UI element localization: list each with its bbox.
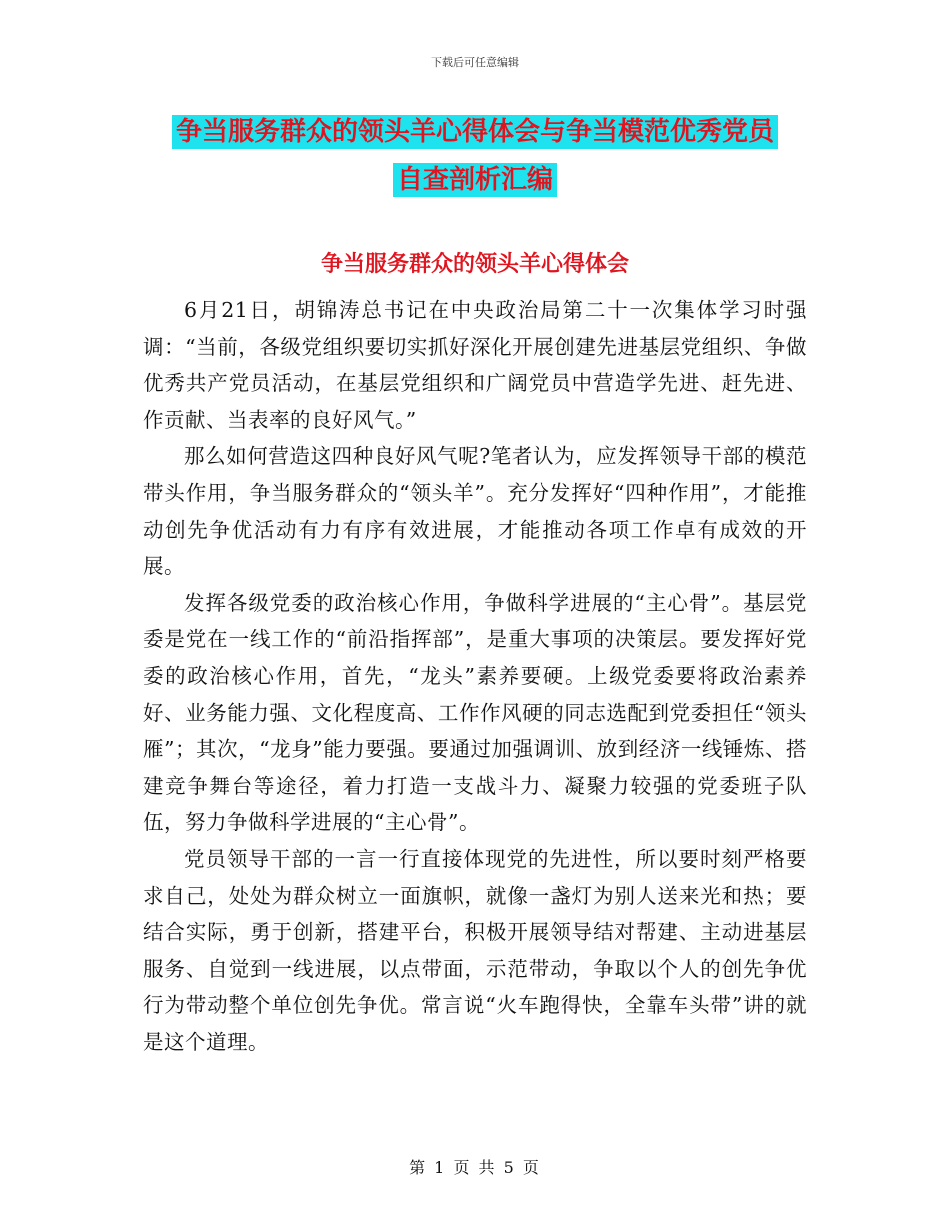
- section-title: 争当服务群众的领头羊心得体会: [320, 252, 629, 277]
- page-header-note: 下载后可任意编辑: [431, 56, 519, 69]
- page-number: 第 1 页 共 5 页: [409, 1158, 541, 1177]
- title-line-1: 争当服务群众的领头羊心得体会与争当模范优秀党员: [172, 115, 778, 149]
- paragraph-4: 党员领导干部的一言一行直接体现党的先进性，所以要时刻严格要求自己，处处为群众树立一面旗帜，就像一盏灯为别人送来光和热；要结合实际，勇于创新，搭建平台，积极开展领导结对帮建、主动进基层服务、自觉到一线进展，以点带面，示范带动，争取以个人的创先争优行为带动整个单位创先争优。常言说“火车跑得快，全靠车头带”讲的就是这个道理。: [143, 846, 807, 1054]
- document-title: [0, 108, 950, 204]
- paragraph-2: 那么如何营造这四种良好风气呢?笔者认为，应发挥领导干部的模范带头作用，争当服务群众的“领头羊”。充分发挥好“四种作用”，才能推动创先争优活动有力有序有效进展，才能推动各项工作卓有成效的开展。: [143, 444, 807, 579]
- paragraph-3: 发挥各级党委的政治核心作用，争做科学进展的“主心骨”。基层党委是党在一线工作的“前沿指挥部”，是重大事项的决策层。要发挥好党委的政治核心作用，首先，“龙头”素养要硬。上级党委要将政治素养好、业务能力强、文化程度高、工作作风硬的同志选配到党委担任“领头雁”；其次，“龙身”能力要强。要通过加强调训、放到经济一线锤炼、搭建竞争舞台等途径，着力打造一支战斗力、凝聚力较强的党委班子队伍，努力争做科学进展的“主心骨”。: [143, 590, 807, 835]
- title-line-2: 自查剖析汇编: [393, 163, 557, 197]
- paragraph-1: 6月21日，胡锦涛总书记在中央政治局第二十一次集体学习时强调：“当前，各级党组织要切实抓好深化开展创建先进基层党组织、争做优秀共产党员活动，在基层党组织和广阔党员中营造学先进、赶先进、作贡献、当表率的良好风气。”: [143, 298, 807, 432]
- document-body: [143, 292, 807, 1060]
